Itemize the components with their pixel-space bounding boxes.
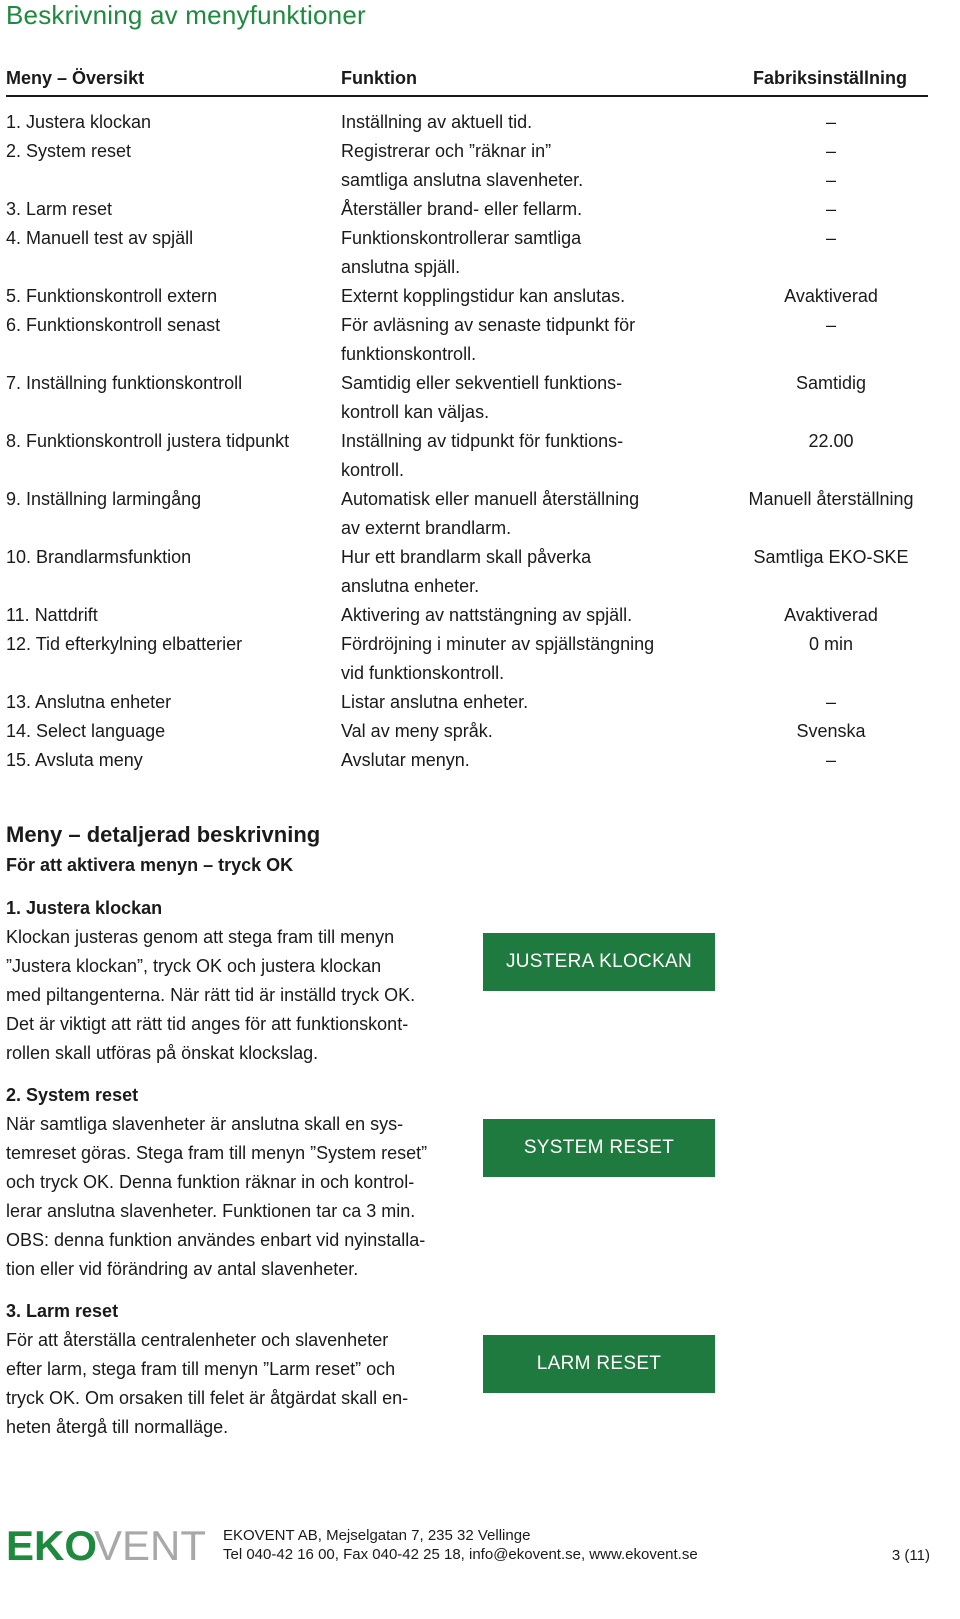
- factory-setting-value: Avaktiverad: [784, 605, 878, 625]
- section-text-line: lerar anslutna slavenheter. Funktionen tar ca 3 min.: [6, 1201, 416, 1221]
- section-text-line: med piltangenterna. När rätt tid är inställd tryck OK.: [6, 985, 416, 1005]
- section-text-line: heten återgå till normalläge.: [6, 1417, 229, 1437]
- factory-setting-value: Manuell återställning: [748, 489, 914, 509]
- justera-klockan-button[interactable]: JUSTERA KLOCKAN: [483, 933, 715, 991]
- menu-item-label: 11. Nattdrift: [6, 605, 98, 625]
- function-description-line: Val av meny språk.: [341, 721, 493, 741]
- detail-title: Meny – detaljerad beskrivning: [6, 822, 321, 847]
- column-header-menu: Meny – Översikt: [6, 68, 145, 88]
- section-text-line: ”Justera klockan”, tryck OK och justera klockan: [6, 956, 382, 976]
- menu-item-label: 5. Funktionskontroll extern: [6, 286, 218, 306]
- ekovent-logo: [6, 1522, 206, 1566]
- function-description-line: anslutna spjäll.: [341, 257, 461, 277]
- detail-subtitle: För att aktivera menyn – tryck OK: [6, 855, 294, 875]
- section-text-line: För att återställa centralenheter och slavenheter: [6, 1330, 389, 1350]
- table-row: [0, 108, 960, 137]
- logo-vent-text: VENT: [94, 1522, 206, 1566]
- menu-item-label: 6. Funktionskontroll senast: [6, 315, 221, 335]
- section-text-line: Det är viktigt att rätt tid anges för att funktionskont-: [6, 1014, 409, 1034]
- factory-setting-value: Samtliga EKO-SKE: [753, 547, 909, 567]
- section-text-line: tryck OK. Om orsaken till felet är åtgärdat skall en-: [6, 1388, 409, 1408]
- section-system-reset: [6, 1081, 466, 1284]
- factory-setting-value: –: [825, 170, 836, 190]
- factory-setting-value: Samtidig: [795, 373, 867, 393]
- table-row: [0, 195, 960, 224]
- table-row: [0, 369, 960, 427]
- function-description: [341, 224, 721, 282]
- function-description-line: anslutna enheter.: [341, 576, 480, 596]
- factory-setting-value: –: [825, 692, 836, 712]
- section-text-line: När samtliga slavenheter är anslutna skall en sys-: [6, 1114, 404, 1134]
- factory-setting-value: –: [825, 112, 836, 132]
- logo-eko-text: EKO: [6, 1522, 98, 1566]
- page-title: Beskrivning av menyfunktioner: [6, 0, 366, 30]
- factory-setting-value: 0 min: [808, 634, 853, 654]
- table-row: [0, 485, 960, 543]
- system-reset-button[interactable]: SYSTEM RESET: [483, 1119, 715, 1177]
- menu-item-label: 8. Funktionskontroll justera tidpunkt: [6, 431, 290, 451]
- function-description: [341, 311, 721, 369]
- table-row: [0, 630, 960, 688]
- column-header-function: Funktion: [341, 68, 417, 88]
- function-description-line: vid funktionskontroll.: [341, 663, 505, 683]
- section-text-line: OBS: denna funktion användes enbart vid nyinstalla-: [6, 1230, 426, 1250]
- menu-table: [0, 108, 960, 775]
- function-description-line: För avläsning av senaste tidpunkt för: [341, 315, 636, 335]
- function-description: [341, 485, 721, 543]
- function-description: [341, 137, 721, 195]
- footer-address: [223, 1526, 698, 1564]
- function-description-line: Inställning av tidpunkt för funktions-: [341, 431, 624, 451]
- menu-item-label: 9. Inställning larmingång: [6, 489, 202, 509]
- menu-item-label: 2. System reset: [6, 141, 132, 161]
- section-justera-klockan: [6, 894, 466, 1068]
- function-description-line: Automatisk eller manuell återställning: [341, 489, 640, 509]
- table-row: [0, 427, 960, 485]
- function-description: [341, 108, 721, 137]
- section-heading: 3. Larm reset: [6, 1301, 119, 1321]
- footer-contact-line: Tel 040-42 16 00, Fax 040-42 25 18, info@ekovent.se, www.ekovent.se: [223, 1546, 698, 1563]
- function-description: [341, 630, 721, 688]
- function-description: [341, 601, 721, 630]
- table-row: [0, 688, 960, 717]
- menu-item-label: 13. Anslutna enheter: [6, 692, 172, 712]
- factory-setting-value: –: [825, 750, 836, 770]
- function-description: [341, 543, 721, 601]
- function-description-line: Samtidig eller sekventiell funktions-: [341, 373, 623, 393]
- table-row: [0, 601, 960, 630]
- function-description: [341, 688, 721, 717]
- table-row: [0, 746, 960, 775]
- factory-setting-value: –: [825, 315, 836, 335]
- table-row: [0, 137, 960, 195]
- section-text-line: tion eller vid förändring av antal slavenheter.: [6, 1259, 359, 1279]
- page-number: 3 (11): [891, 1547, 930, 1564]
- menu-item-label: 1. Justera klockan: [6, 112, 152, 132]
- function-description-line: samtliga anslutna slavenheter.: [341, 170, 584, 190]
- header-divider: [6, 95, 928, 97]
- function-description-line: Fördröjning i minuter av spjällstängning: [341, 634, 655, 654]
- section-text-line: Klockan justeras genom att stega fram till menyn: [6, 927, 395, 947]
- function-description-line: Inställning av aktuell tid.: [341, 112, 533, 132]
- function-description-line: kontroll kan väljas.: [341, 402, 490, 422]
- table-row: [0, 311, 960, 369]
- menu-item-label: 10. Brandlarmsfunktion: [6, 547, 192, 567]
- larm-reset-button[interactable]: LARM RESET: [483, 1335, 715, 1393]
- factory-setting-value: –: [825, 228, 836, 248]
- function-description: [341, 282, 721, 311]
- footer-address-line: EKOVENT AB, Mejselgatan 7, 235 32 Vellinge: [223, 1527, 531, 1544]
- function-description-line: Externt kopplingstidur kan anslutas.: [341, 286, 626, 306]
- function-description-line: av externt brandlarm.: [341, 518, 512, 538]
- menu-item-label: 12. Tid efterkylning elbatterier: [6, 634, 243, 654]
- section-larm-reset: [6, 1297, 466, 1442]
- function-description: [341, 427, 721, 485]
- function-description-line: Avslutar menyn.: [341, 750, 470, 770]
- function-description-line: Hur ett brandlarm skall påverka: [341, 547, 592, 567]
- function-description: [341, 746, 721, 775]
- function-description-line: funktionskontroll.: [341, 344, 477, 364]
- function-description-line: Återställer brand- eller fellarm.: [341, 199, 583, 219]
- function-description-line: Registrerar och ”räknar in”: [341, 141, 552, 161]
- menu-item-label: 15. Avsluta meny: [6, 750, 143, 770]
- section-text-line: efter larm, stega fram till menyn ”Larm reset” och: [6, 1359, 396, 1379]
- factory-setting-value: –: [825, 199, 836, 219]
- factory-setting-value: 22.00: [808, 431, 854, 451]
- column-header-factory-setting: Fabriksinställning: [753, 68, 908, 88]
- function-description: [341, 369, 721, 427]
- menu-item-label: 14. Select language: [6, 721, 166, 741]
- factory-setting-value: Svenska: [796, 721, 866, 741]
- section-text-line: och tryck OK. Denna funktion räknar in och kontrol-: [6, 1172, 415, 1192]
- table-row: [0, 717, 960, 746]
- function-description-line: Funktionskontrollerar samtliga: [341, 228, 582, 248]
- function-description: [341, 195, 721, 224]
- menu-item-label: 4. Manuell test av spjäll: [6, 228, 194, 248]
- function-description-line: kontroll.: [341, 460, 405, 480]
- table-row: [0, 282, 960, 311]
- section-text-line: temreset göras. Stega fram till menyn ”System reset”: [6, 1143, 428, 1163]
- factory-setting-value: Avaktiverad: [784, 286, 878, 306]
- function-description: [341, 717, 721, 746]
- section-text-line: rollen skall utföras på önskat klockslag.: [6, 1043, 319, 1063]
- table-row: [0, 224, 960, 282]
- section-heading: 1. Justera klockan: [6, 898, 163, 918]
- section-heading: 2. System reset: [6, 1085, 139, 1105]
- function-description-line: Aktivering av nattstängning av spjäll.: [341, 605, 633, 625]
- function-description-line: Listar anslutna enheter.: [341, 692, 529, 712]
- table-row: [0, 543, 960, 601]
- menu-item-label: 3. Larm reset: [6, 199, 113, 219]
- menu-item-label: 7. Inställning funktionskontroll: [6, 373, 243, 393]
- factory-setting-value: –: [825, 141, 836, 161]
